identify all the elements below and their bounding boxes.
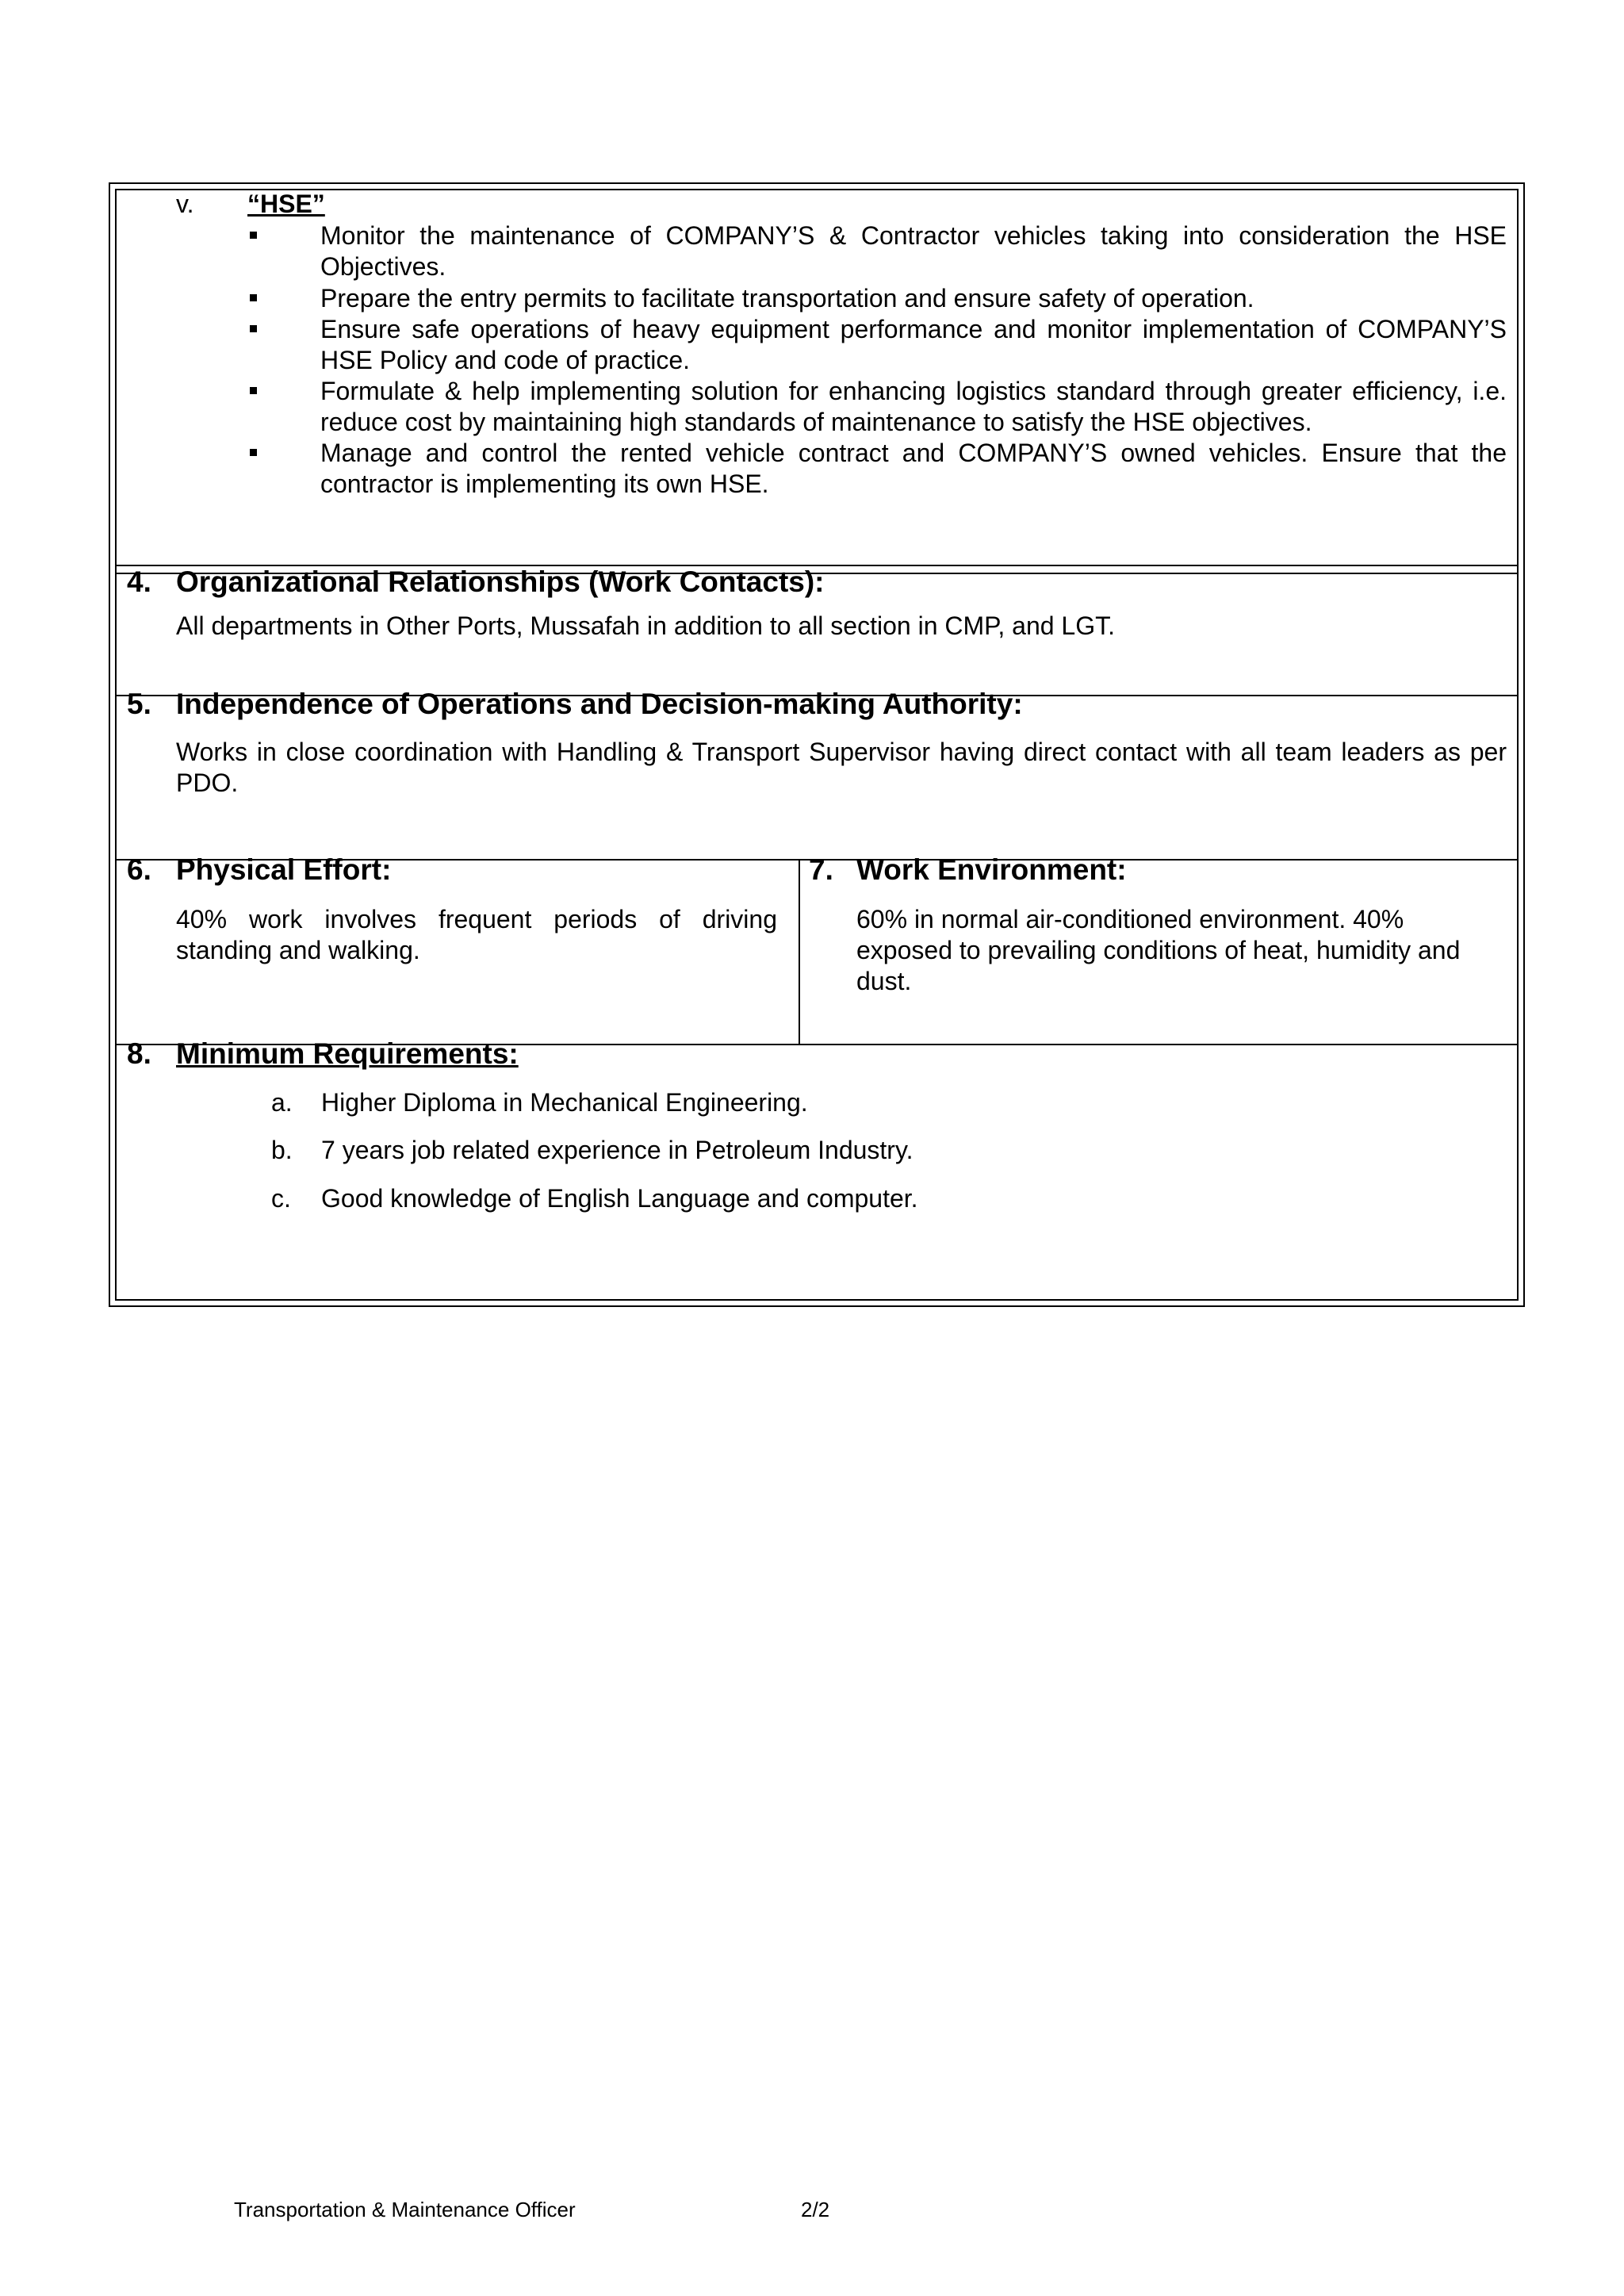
section-5-title: Independence of Operations and Decision-making Authority: bbox=[176, 688, 1023, 720]
requirement-text-a: Higher Diploma in Mechanical Engineering. bbox=[321, 1088, 808, 1117]
footer-page-number: 2/2 bbox=[801, 2198, 830, 2221]
hse-item-2: Prepare the entry permits to facilitate transportation and ensure safety of operation. bbox=[320, 284, 1254, 312]
hse-roman-numeral: v. bbox=[176, 190, 194, 218]
footer-title: Transportation & Maintenance Officer bbox=[234, 2198, 576, 2221]
bullet-icon bbox=[250, 294, 257, 301]
section-4-text: All departments in Other Ports, Mussafah in addition to all section in CMP, and LGT. bbox=[176, 611, 1115, 640]
section-6-number: 6. bbox=[127, 853, 151, 886]
section-8-title: Minimum Requirements: bbox=[176, 1037, 519, 1070]
section-5-number: 5. bbox=[127, 688, 151, 720]
requirement-text-c: Good knowledge of English Language and computer. bbox=[321, 1184, 918, 1213]
requirement-letter-b: b. bbox=[271, 1136, 293, 1164]
hse-item-1: Monitor the maintenance of COMPANY’S & Contractor vehicles taking into consideration the HSE Objectives. bbox=[320, 221, 1507, 281]
bullet-icon bbox=[250, 232, 257, 239]
section-6-text: 40% work involves frequent periods of driving standing and walking. bbox=[176, 905, 777, 964]
section-8-number: 8. bbox=[127, 1037, 151, 1070]
hse-item-4: Formulate & help implementing solution for enhancing logistics standard through greater efficiency, i.e. reduce cost by maintaining high standards of maintenance to satisfy the HSE objectives. bbox=[320, 377, 1507, 436]
bullet-icon bbox=[250, 449, 257, 456]
hse-title: “HSE” bbox=[247, 190, 325, 218]
section-4-title: Organizational Relationships (Work Contacts): bbox=[176, 565, 825, 598]
requirement-letter-a: a. bbox=[271, 1088, 293, 1117]
requirement-letter-c: c. bbox=[271, 1184, 291, 1213]
section-7-title: Work Environment: bbox=[856, 853, 1127, 886]
hse-item-5: Manage and control the rented vehicle contract and COMPANY’S owned vehicles. Ensure that the contractor is implementing its own HSE. bbox=[320, 439, 1507, 498]
bullet-icon bbox=[250, 387, 257, 394]
section-6-title: Physical Effort: bbox=[176, 853, 392, 886]
section-4-number: 4. bbox=[127, 565, 151, 598]
section-7-text: 60% in normal air-conditioned environment. 40% exposed to prevailing conditions of heat, humidity and dust. bbox=[856, 905, 1461, 995]
bullet-icon bbox=[250, 325, 257, 332]
section-7-number: 7. bbox=[809, 853, 833, 886]
divider-effort-environment bbox=[799, 859, 800, 1044]
hse-item-3: Ensure safe operations of heavy equipment performance and monitor implementation of COMPANY’S HSE Policy and code of practice. bbox=[320, 315, 1507, 374]
section-5-text: Works in close coordination with Handling & Transport Supervisor having direct contact with all team leaders as per PDO. bbox=[176, 738, 1507, 797]
requirement-text-b: 7 years job related experience in Petroleum Industry. bbox=[321, 1136, 914, 1164]
